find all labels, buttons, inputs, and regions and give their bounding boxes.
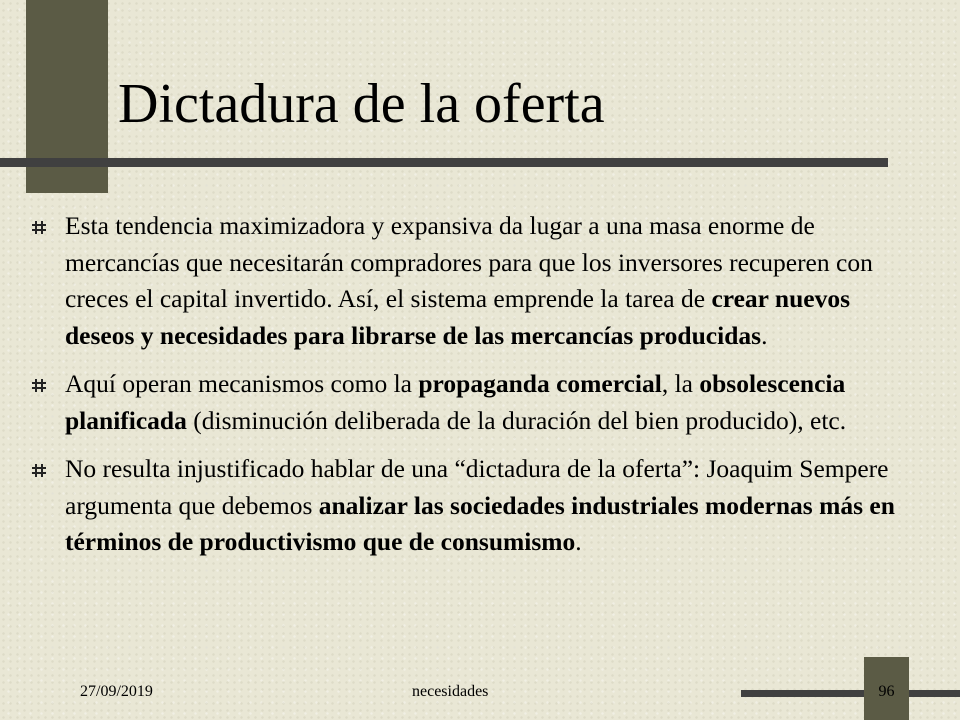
bullet-text: [65, 369, 846, 435]
text-segment: , la: [661, 369, 700, 398]
text-segment: (disminución deliberada de la duración del bien producido), etc.: [186, 405, 847, 435]
bullet-text: [65, 454, 895, 556]
text-segment: Aquí operan mecanismos como la: [65, 369, 419, 398]
footer-rule: [741, 690, 960, 697]
title-underline-rule: [0, 158, 888, 167]
emphasis-text: analizar las sociedades industriales modernas más en términos de productivismo que de consumismo: [65, 490, 895, 556]
text-segment: .: [575, 527, 582, 556]
page-number: 96: [878, 683, 895, 700]
hash-bullet-icon: [32, 379, 46, 392]
emphasis-text: obsolescencia planificada: [65, 369, 846, 435]
text-segment: No resulta injustificado hablar de una “dictadura de la oferta”: Joaquim Sempere argumenta que debemos: [65, 454, 889, 520]
bullet-list: [32, 208, 912, 573]
footer-topic: necesidades: [412, 683, 489, 700]
hash-bullet-icon: [32, 221, 46, 234]
emphasis-text: propaganda comercial: [418, 369, 662, 398]
slide-title: Dictadura de la oferta: [118, 73, 605, 135]
bullet-item: [32, 208, 912, 354]
bullet-item: [32, 366, 912, 439]
text-segment: .: [761, 320, 768, 350]
bullet-item: [32, 451, 912, 561]
hash-bullet-icon: [32, 464, 46, 477]
emphasis-text: crear nuevos deseos y necesidades para librarse de las mercancías producidas: [65, 284, 851, 350]
footer-date: 27/09/2019: [80, 683, 153, 700]
bullet-text: [65, 211, 873, 350]
text-segment: Esta tendencia maximizadora y expansiva da lugar a una masa enorme de mercancías que necesitarán compradores para que los inversores recuperen con creces el capital invertido. Así, el sistema emprende la tarea de: [65, 211, 873, 313]
